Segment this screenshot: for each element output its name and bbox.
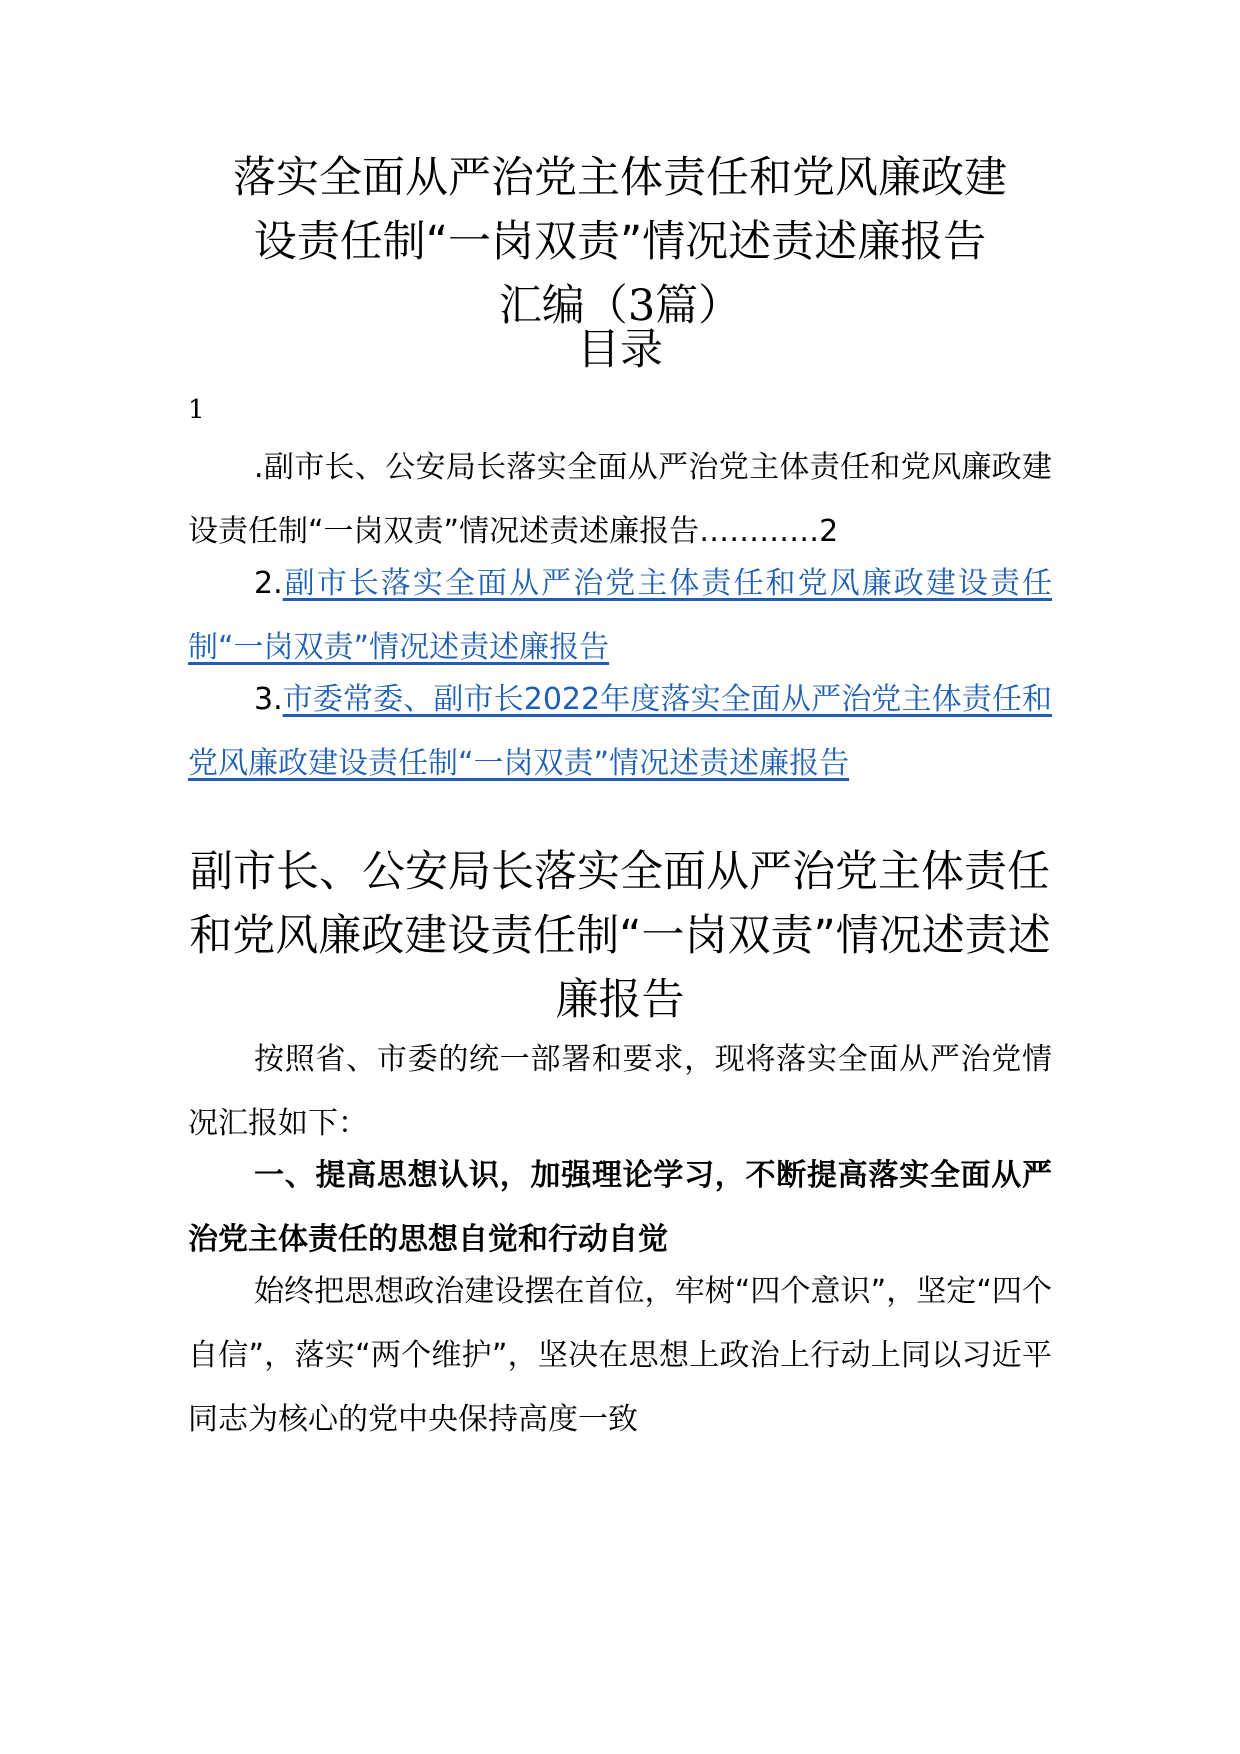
toc-entry-1-text: 副市长、公安局长落实全面从严治党主体责任和党风廉政建设责任制“一岗双责”情况述责述廉报告 bbox=[188, 450, 1052, 549]
body-paragraph-2: 始终把思想政治建设摆在首位，牢树“四个意识”，坚定“四个自信”，落实“两个维护”，坚决在思想上政治上行动上同以习近平同志为核心的党中央保持高度一致 bbox=[188, 1274, 1052, 1437]
toc-entry-1-leader: ………… bbox=[699, 514, 820, 549]
title-line-3-suffix: 篇） bbox=[655, 281, 742, 331]
section-heading-1: 一、提高思想认识，加强理论学习，不断提高落实全面从严治党主体责任的思想自觉和行动自觉 bbox=[188, 1158, 1052, 1257]
report-title: 副市长、公安局长落实全面从严治党主体责任和党风廉政建设责任制“一岗双责”情况述责述廉报告 bbox=[189, 847, 1051, 1025]
toc-entry-1[interactable] bbox=[188, 436, 1052, 564]
toc-entry-2[interactable] bbox=[188, 552, 1052, 680]
title-volume-count: 3 bbox=[627, 281, 656, 331]
toc-entry-2-prefix: 2. bbox=[254, 566, 283, 601]
toc-entry-3-link[interactable]: 市委常委、副市长2022年度落实全面从严治党主体责任和党风廉政建设责任制“一岗双责”情况述责述廉报告 bbox=[188, 682, 1052, 781]
toc-entry-3[interactable] bbox=[188, 668, 1052, 796]
toc-entry-2-link[interactable]: 副市长落实全面从严治党主体责任和党风廉政建设责任制“一岗双责”情况述责述廉报告 bbox=[188, 566, 1052, 665]
title-line-2: 设责任制“一岗双责”情况述责述廉报告 bbox=[253, 217, 987, 267]
toc-entry-1-page: 2 bbox=[819, 514, 839, 549]
body-paragraph-1: 按照省、市委的统一部署和要求，现将落实全面从严治党情况汇报如下： bbox=[188, 1042, 1052, 1141]
title-line-1: 落实全面从严治党主体责任和党风廉政建 bbox=[233, 153, 1007, 203]
toc-entry-3-prefix: 3. bbox=[254, 682, 283, 717]
title-line-3-prefix: 汇编（ bbox=[498, 281, 628, 331]
toc-heading: 目录 bbox=[577, 325, 663, 375]
toc-stray-number: 1 bbox=[188, 395, 205, 425]
toc-entry-1-prefix: . bbox=[254, 450, 264, 485]
compilation-title bbox=[188, 146, 1052, 338]
